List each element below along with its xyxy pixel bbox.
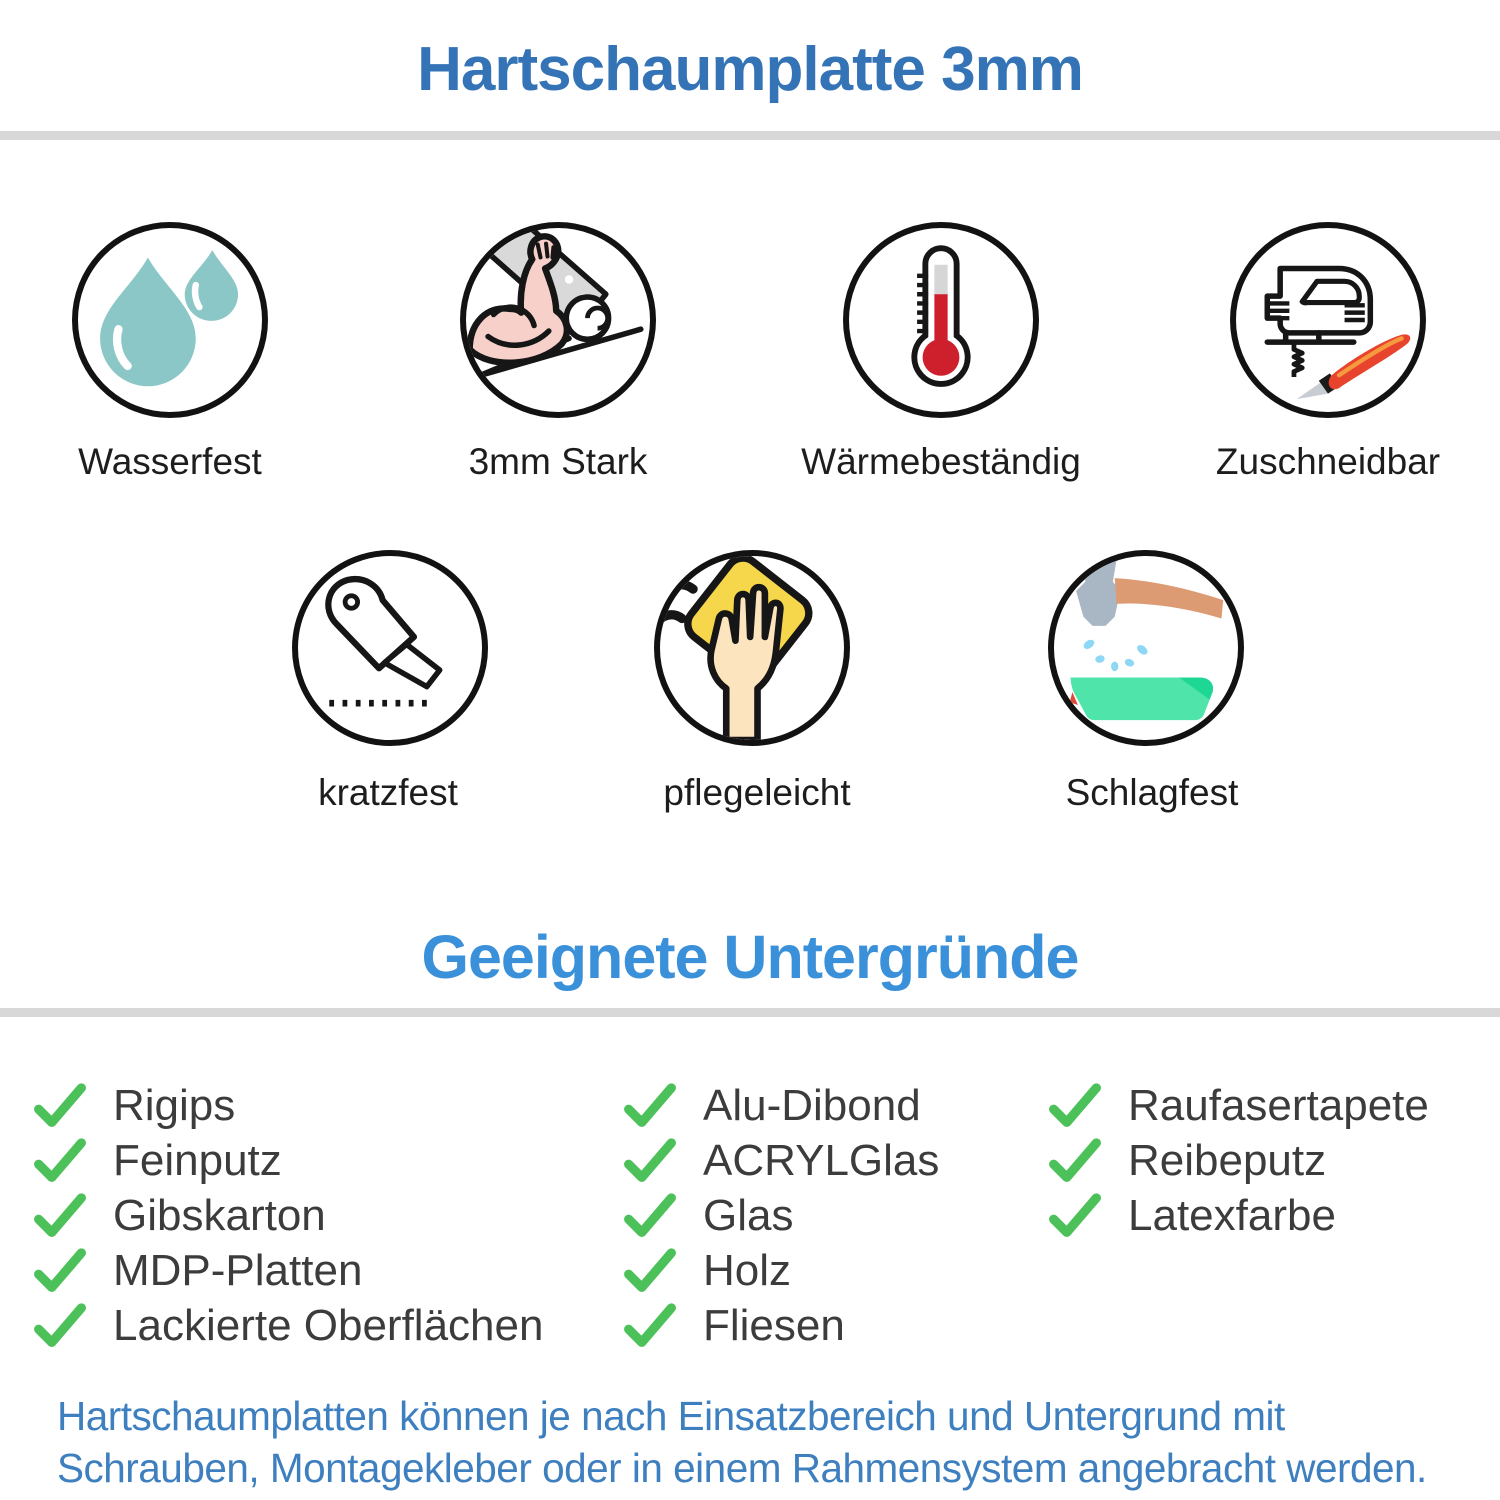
substrate-label: Lackierte Oberflächen (113, 1300, 544, 1350)
feature-label: 3mm Stark (468, 441, 648, 482)
list-item (1048, 1133, 1429, 1188)
hand-wiping-cloth-icon (660, 556, 844, 740)
check-icon (33, 1083, 87, 1129)
substrate-label: Feinputz (113, 1135, 282, 1185)
flexed-bicep-rolled-sheet-icon (466, 228, 650, 412)
check-icon (623, 1248, 677, 1294)
substrate-column-3 (1048, 1078, 1429, 1243)
page-title: Hartschaumplatte 3mm (417, 35, 1083, 104)
thermometer-icon (849, 228, 1033, 412)
check-icon (623, 1138, 677, 1184)
check-icon (33, 1138, 87, 1184)
list-item (33, 1188, 543, 1243)
list-item (33, 1243, 543, 1298)
feature-wasserfest (72, 222, 268, 418)
hammer-on-surface-icon (1054, 556, 1238, 740)
substrate-label: Raufasertapete (1128, 1080, 1429, 1130)
list-item (623, 1133, 939, 1188)
feature-kratzfest (292, 550, 488, 746)
list-item (33, 1298, 543, 1353)
substrate-label: Fliesen (703, 1300, 845, 1350)
list-item (623, 1243, 939, 1298)
check-icon (33, 1303, 87, 1349)
divider (0, 131, 1500, 140)
feature-label: kratzfest (318, 772, 458, 813)
substrate-label: Glas (703, 1190, 794, 1240)
jigsaw-and-hobby-knife-icon (1236, 228, 1420, 412)
check-icon (623, 1303, 677, 1349)
feature-label: Schlagfest (1065, 772, 1239, 813)
substrate-label: Reibeputz (1128, 1135, 1327, 1185)
substrate-label: Holz (703, 1245, 792, 1295)
utility-knife-icon (298, 556, 482, 740)
check-icon (1048, 1138, 1102, 1184)
feature-schlagfest (1048, 550, 1244, 746)
feature-label: Zuschneidbar (1215, 441, 1441, 482)
substrate-label: ACRYLGlas (703, 1135, 940, 1185)
divider (0, 1008, 1500, 1017)
footer-note (57, 1390, 1427, 1494)
list-item (33, 1133, 543, 1188)
check-icon (623, 1083, 677, 1129)
substrate-column-1 (33, 1078, 543, 1353)
check-icon (623, 1193, 677, 1239)
list-item (623, 1188, 939, 1243)
substrate-label: Rigips (113, 1080, 236, 1130)
check-icon (33, 1193, 87, 1239)
substrate-label: Alu-Dibond (703, 1080, 921, 1130)
feature-zuschneidbar (1230, 222, 1426, 418)
list-item (1048, 1188, 1429, 1243)
footer-line: Schrauben, Montagekleber oder in einem Rahmensystem angebracht werden. (57, 1445, 1427, 1491)
substrate-label: MDP-Platten (113, 1245, 363, 1295)
list-item (623, 1298, 939, 1353)
list-item (1048, 1078, 1429, 1133)
check-icon (1048, 1193, 1102, 1239)
list-item (33, 1078, 543, 1133)
feature-pflegeleicht (654, 550, 850, 746)
footer-line: Hartschaumplatten können je nach Einsatzbereich und Untergrund mit (57, 1393, 1285, 1439)
feature-label: Wärmebeständig (801, 441, 1081, 482)
feature-3mm-stark (460, 222, 656, 418)
check-icon (1048, 1083, 1102, 1129)
feature-waermebestaendig (843, 222, 1039, 418)
check-icon (33, 1248, 87, 1294)
substrate-label: Gibskarton (113, 1190, 326, 1240)
section-title: Geeignete Untergründe (421, 923, 1079, 991)
feature-label: pflegeleicht (663, 772, 851, 813)
substrate-label: Latexfarbe (1128, 1190, 1336, 1240)
water-drops-icon (78, 228, 262, 412)
list-item (623, 1078, 939, 1133)
feature-label: Wasserfest (78, 441, 262, 482)
substrate-column-2 (623, 1078, 939, 1353)
